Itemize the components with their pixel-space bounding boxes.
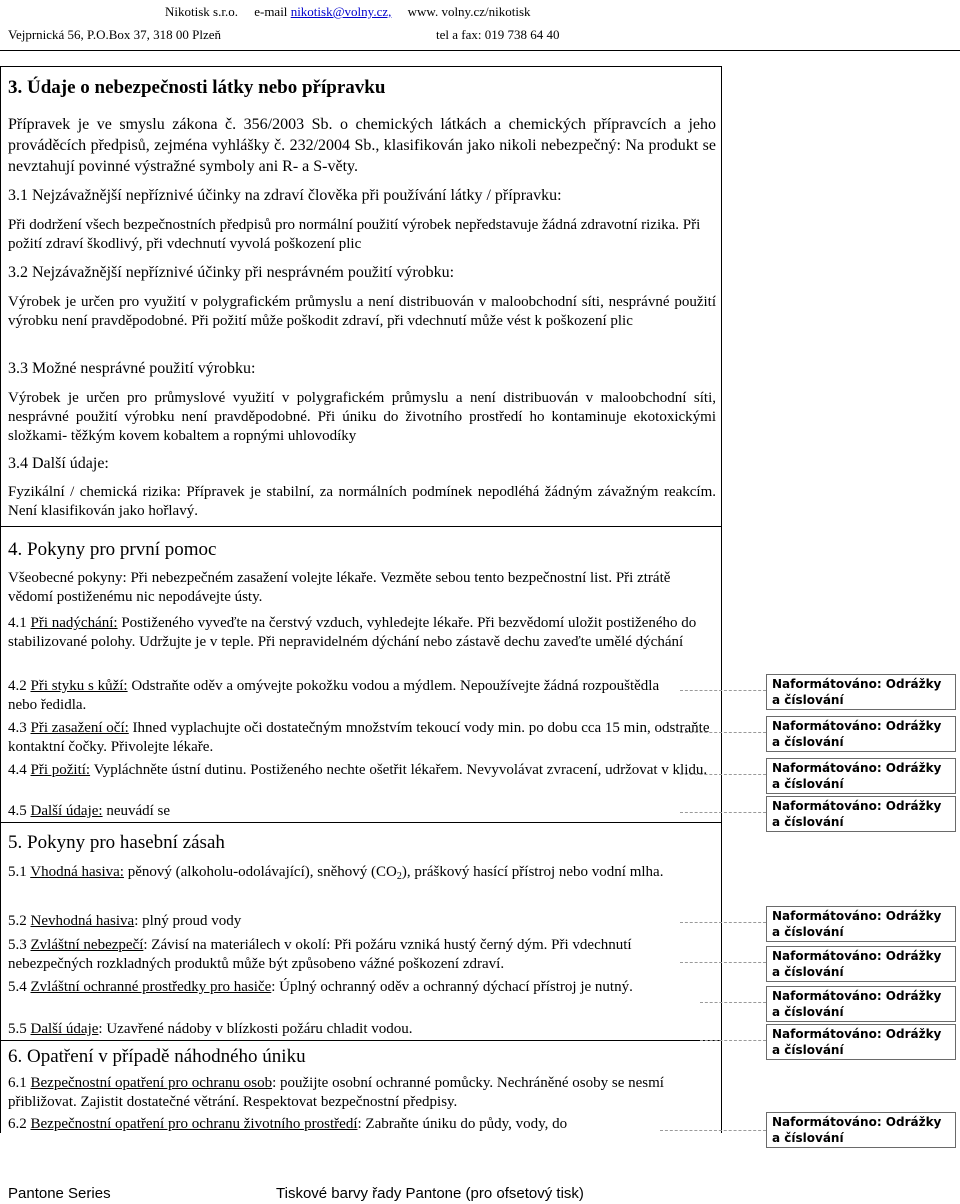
format-annotation[interactable]: Naformátováno: Odrážky a číslování [766,674,956,710]
annotation-leader [680,690,766,691]
annotation-leader [660,1130,766,1131]
section-5-2 [8,912,716,931]
item-text: Postiženého vyveďte na čerstvý vzduch, vyhledejte lékaře. Při bezvědomí uložit postiženého do stabilizované polohy. Udržujte je v teple. Při nepravidelném dýchání nebo zástavě dechu zaveďte umělé dýchání [8,615,697,650]
item-label: Bezpečnostní opatření pro ochranu osob [30,1075,273,1091]
email-link[interactable]: nikotisk@volny.cz, [290,4,392,19]
item-text: : Závisí na materiálech v okolí: Při požáru vzniká hustý černý dým. Při vdechnutí nebezpečných rozkladných produktů může být způsobeno vážné poškození zdraví. [8,937,632,972]
item-label: Zvláštní nebezpečí [30,937,144,953]
item-text: Vypláchněte ústní dutinu. Postiženého nechte ošetřit lékařem. Nevyvolávat zvracení, udržovat v klidu. [90,762,708,778]
footer-left: Pantone Series [8,1185,111,1202]
item-number: 4.4 [8,762,27,778]
item-number: 4.3 [8,720,27,736]
section-3-title: 3. Údaje o nebezpečnosti látky nebo přípravku [8,77,386,98]
section-3-3-text: Výrobek je určen pro průmyslové využití v polygrafickém průmyslu a není distribuován v maloobchodní síti, nesprávné použití výrobku není pravděpodobné. Při úniku do životního prostředí ho kontaminuje ekotoxickými složkami- těžkým kovem kobaltem a ropnými uhlovodíky [8,390,716,444]
section-3-1-text: Při dodržení všech bezpečnostních předpisů pro normální použití výrobek nepředstavuje žádná zdravotní rizika. Při požití zdraví škodlivý, při vdechnutí vyvolá poškození plic [8,217,701,252]
item-text: : použijte osobní ochranné pomůcky. Nechráněné osoby se nesmí přibližovat. Zajistit dostatečné větrání. Respektovat bezpečnostní předpisy. [8,1075,664,1110]
format-annotation[interactable]: Naformátováno: Odrážky a číslování [766,796,956,832]
footer-right: Tiskové barvy řady Pantone (pro ofsetový tisk) [276,1185,584,1202]
annotation-leader [680,812,766,813]
item-subscript: 2 [396,871,402,882]
email-label: e-mail [254,4,288,19]
section-4-1 [8,614,716,652]
item-text-a: pěnový (alkoholu-odolávající), sněhový (CO [123,864,397,880]
section-4-4 [8,761,716,780]
item-number: 6.2 [8,1116,27,1132]
item-label: Zvláštní ochranné prostředky pro hasiče [30,979,272,995]
section-4-5 [8,802,716,821]
section-5-5 [8,1020,716,1039]
item-text: : Uzavřené nádoby v blízkosti požáru chladit vodou. [98,1021,413,1037]
item-number: 5.1 [8,864,27,880]
section-3-4-text: Fyzikální / chemická rizika: Přípravek je stabilní, za normálních podmínek nepodléhá žádným závažným reakcím. Není klasifikován jako hořlavý. [8,484,716,519]
format-annotation[interactable]: Naformátováno: Odrážky a číslování [766,946,956,982]
item-text: Ihned vyplachujte oči dostatečným množstvím tekoucí vody min. po dobu cca 15 min, odstraňte kontaktní čočky. Přivolejte lékaře. [8,720,710,755]
section-6-1 [8,1074,716,1112]
format-annotation[interactable]: Naformátováno: Odrážky a číslování [766,716,956,752]
annotation-leader [680,962,766,963]
item-number: 4.5 [8,803,27,819]
section-4-rule [0,822,722,823]
item-number: 6.1 [8,1075,27,1091]
item-text: neuvádí se [102,803,171,819]
section-6-2 [8,1115,716,1134]
item-label: Při styku s kůží: [30,678,128,694]
section-5-title: 5. Pokyny pro hasební zásah [8,832,225,853]
section-4-title: 4. Pokyny pro první pomoc [8,539,217,560]
section-6-title: 6. Opatření v případě náhodného úniku [8,1046,306,1067]
item-label: Bezpečnostní opatření pro ochranu životního prostředí [30,1116,358,1132]
item-label: Při zasažení očí: [30,720,129,736]
section-5-4 [8,978,688,997]
company-name: Nikotisk s.r.o. [165,4,238,19]
format-annotation[interactable]: Naformátováno: Odrážky a číslování [766,986,956,1022]
item-label: Při nadýchání: [30,615,118,631]
item-label: Další údaje: [30,803,103,819]
format-annotation[interactable]: Naformátováno: Odrážky a číslování [766,1024,956,1060]
header-divider [0,50,960,51]
content-left-border [0,527,1,1133]
item-number: 5.5 [8,1021,27,1037]
content-right-border [721,527,722,1133]
section-5-rule [0,1040,722,1041]
item-label: Další údaje [30,1021,99,1037]
item-number: 5.2 [8,913,27,929]
section-4-3 [8,719,716,757]
annotation-leader [680,774,766,775]
header-company-line [165,4,531,20]
item-label: Vhodná hasiva: [30,864,124,880]
item-text: : plný proud vody [134,913,242,929]
header-phone: tel a fax: 019 738 64 40 [436,27,560,42]
item-number: 5.3 [8,937,27,953]
item-label: Nevhodná hasiva [30,913,135,929]
section-3-3-heading: 3.3 Možné nesprávné použití výrobku: [8,360,256,377]
format-annotation[interactable]: Naformátováno: Odrážky a číslování [766,758,956,794]
item-text: Odstraňte oděv a omývejte pokožku vodou a mýdlem. Nepoužívejte žádná rozpouštědla nebo ředidla. [8,678,660,713]
item-text-b: ), práškový hasící přístroj nebo vodní mlha. [401,864,664,880]
item-text: : Zabraňte úniku do půdy, vody, do [357,1116,568,1132]
annotation-leader [680,732,766,733]
section-4-2 [8,677,668,715]
section-3-4-heading: 3.4 Další údaje: [8,455,109,472]
section-5-1 [8,863,716,882]
section-3-intro: Přípravek je ve smyslu zákona č. 356/2003 Sb. o chemických látkách a chemických přípravcích a jeho prováděcích předpisů, zejména vyhlášky č. 232/2004 Sb., klasifikován jako nikoli nebezpečný: Na produkt se nevztahují povinné výstražné symboly ani R- a S-věty. [8,116,716,175]
section-3-2-text: Výrobek je určen pro využití v polygrafickém průmyslu a není distribuován v maloobchodní síti, nesprávné použití výrobku není pravděpodobné. Při požití může poškodit zdraví, při vdechnutí může vést k poškození plic [8,294,716,329]
item-number: 4.1 [8,615,27,631]
item-number: 5.4 [8,979,27,995]
web-address: www. volny.cz/nikotisk [407,4,531,19]
item-label: Při požití: [30,762,91,778]
format-annotation[interactable]: Naformátováno: Odrážky a číslování [766,1112,956,1148]
section-3-1-heading: 3.1 Nejzávažnější nepříznivé účinky na zdraví člověka při používání látky / přípravku: [8,187,562,204]
section-4-general: Všeobecné pokyny: Při nebezpečném zasažení volejte lékaře. Vezměte sebou tento bezpečnostní list. Při ztrátě vědomí postiženému nic nepodávejte ústy. [8,570,671,605]
annotation-leader [680,922,766,923]
section-5-3 [8,936,668,974]
annotation-leader [700,1040,766,1041]
item-number: 4.2 [8,678,27,694]
section-3-2-heading: 3.2 Nejzávažnější nepříznivé účinky při nesprávném použití výrobku: [8,264,455,281]
item-text: : Úplný ochranný oděv a ochranný dýchací přístroj je nutný. [271,979,633,995]
header-address: Vejprnická 56, P.O.Box 37, 318 00 Plzeň [8,27,222,42]
format-annotation[interactable]: Naformátováno: Odrážky a číslování [766,906,956,942]
annotation-leader [700,1002,766,1003]
